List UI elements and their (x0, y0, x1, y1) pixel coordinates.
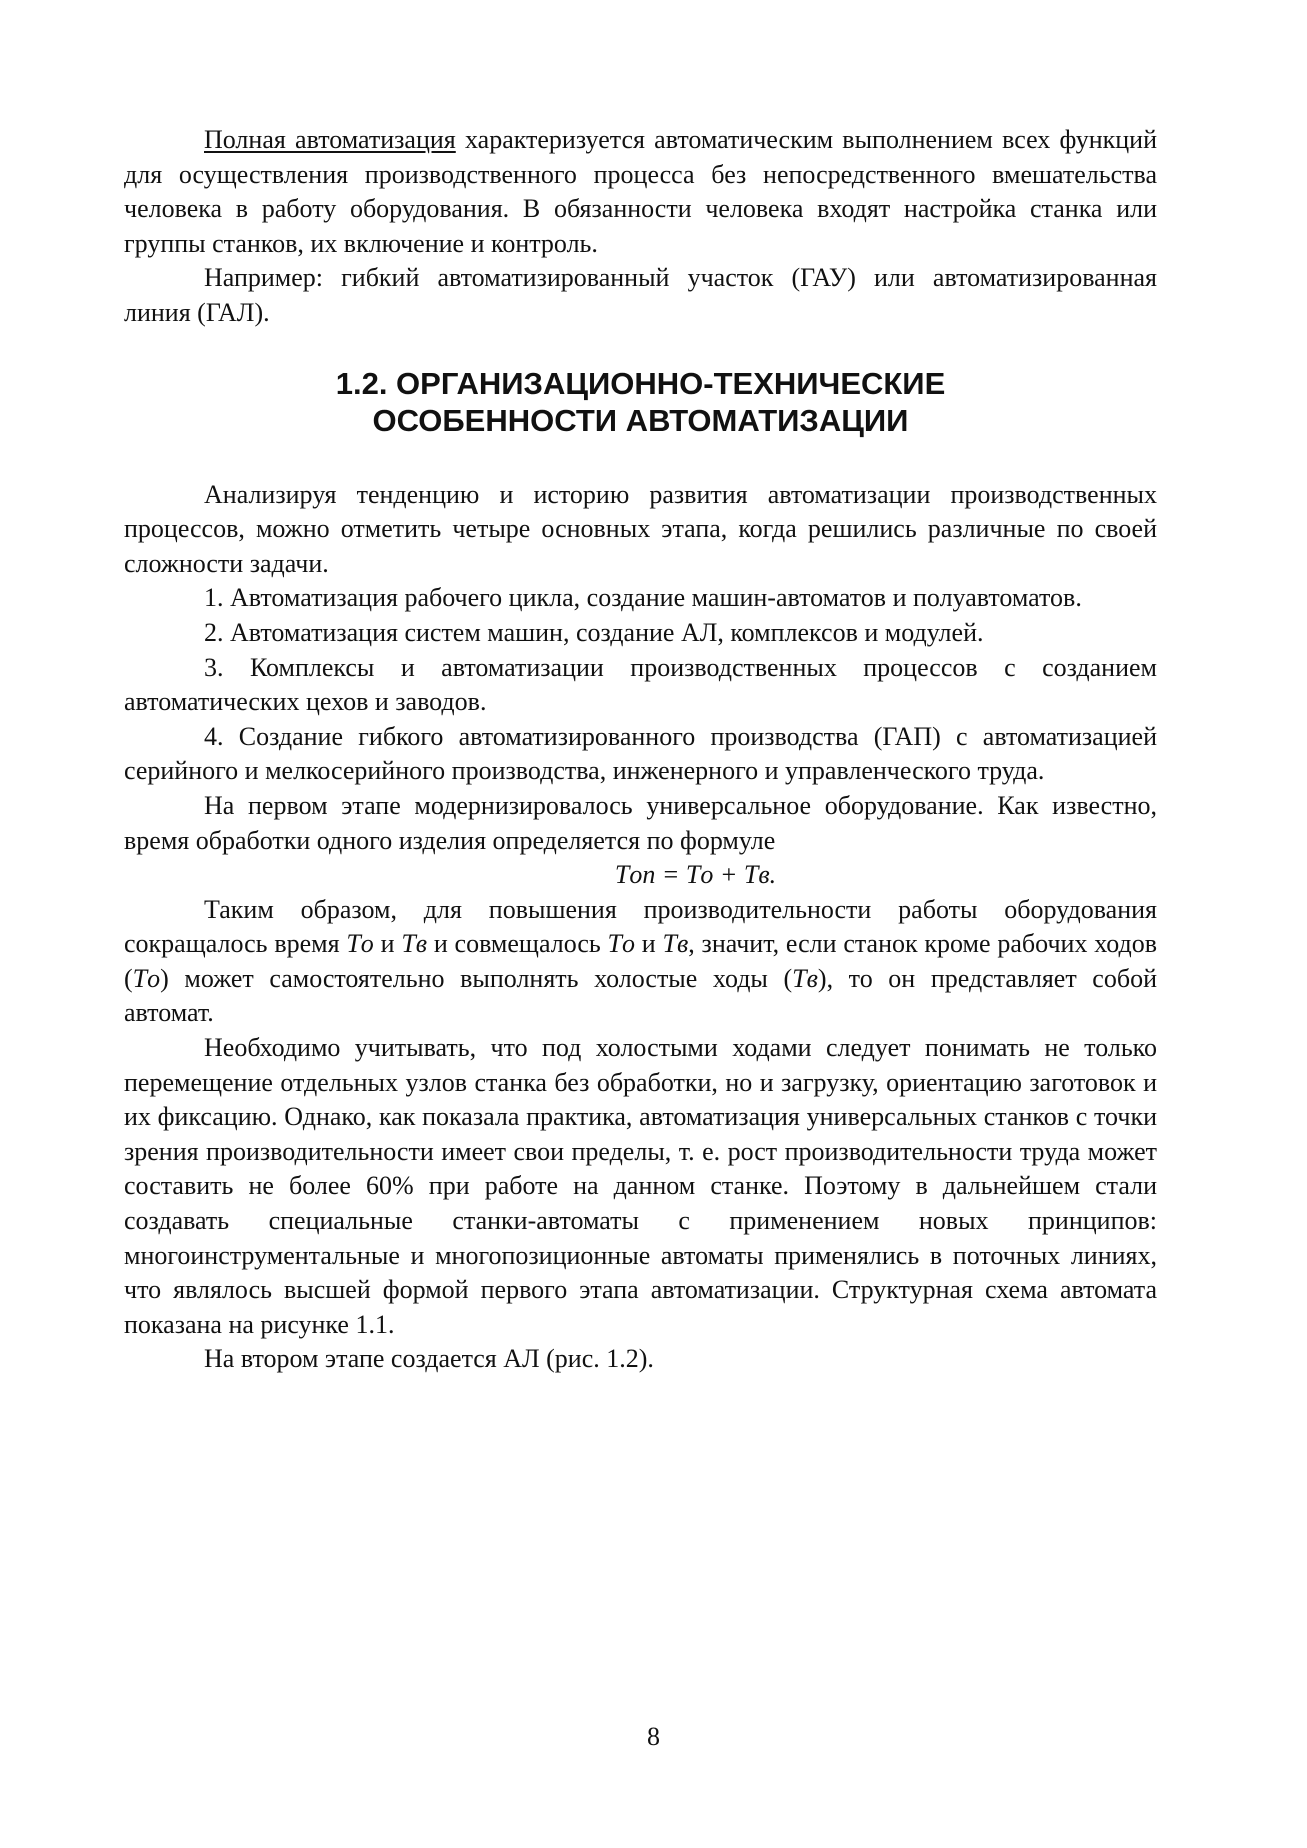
symbol-tv: Tв (792, 963, 818, 993)
text-segment: ), то он представляет собой автомат. (124, 963, 1157, 1028)
paragraph-idle-strokes: Необходимо учитывать, что под холостыми ходами следует понимать не только перемещение отдельных узлов станка без обработки, но и загрузку, ориентацию заготовок и их фиксацию. Однако, как показала практика, автоматизация универсальных станков с точки зрения производительности имеет свои пределы, т. е. рост производительности труда может составить не более 60% при работе на данном станке. Поэтому в дальнейшем стали создавать специальные станки-автоматы с применением новых принципов: многоинструментальные и многопозиционные автоматы применялись в поточных линиях, что являлось высшей формой первого этапа автоматизации. Структурная схема автомата показана на рисунке 1.1. (124, 1033, 1157, 1339)
list-item-stage-1: 1. Автоматизация рабочего цикла, создание машин-автоматов и полуавтоматов. (204, 583, 1082, 613)
section-heading-line-2: ОСОБЕННОСТИ АВТОМАТИЗАЦИИ (372, 402, 909, 438)
symbol-to: Tо (607, 929, 635, 959)
intro-text: характеризуется автоматическим выполнением всех функций для осуществления производственного процесса без непосредственного вмешательства человека в работу оборудования. В обязанности человека входят настройка станка или группы станков, их включение и контроль. (124, 125, 1158, 258)
text-segment: ) может самостоятельно выполнять холостые ходы ( (160, 963, 793, 993)
intro-paragraph (124, 123, 1157, 261)
symbol-to: Tо (132, 963, 161, 993)
paragraph-second-stage: На втором этапе создается АЛ (рис. 1.2). (204, 1344, 654, 1374)
example-paragraph: Например: гибкий автоматизированный участок (ГАУ) или автоматизированная линия (ГАЛ). (124, 263, 1157, 327)
formula: Tоп = Tо + Tв. (614, 860, 777, 890)
text-segment: и совмещалось (427, 929, 608, 959)
list-item-stage-3: 3. Комплексы и автоматизации производственных процессов с созданием автоматических цехов и заводов. (124, 652, 1157, 717)
text-segment: , значит, если станок кроме рабочих ходов ( (124, 929, 1157, 993)
section-heading (124, 365, 1157, 439)
paragraph-first-stage: На первом этапе модернизировалось универсальное оборудование. Как известно, время обработки одного изделия определяется по формуле (124, 790, 1157, 855)
list-item-stage-2: 2. Автоматизация систем машин, создание АЛ, комплексов и модулей. (204, 617, 984, 647)
text-segment: и (373, 929, 402, 959)
text-segment: Таким образом, для повышения производительности работы оборудования сокращалось время (124, 894, 1157, 959)
page-number: 8 (647, 1722, 660, 1751)
page-content (124, 123, 1157, 1377)
symbol-tv: Tв (401, 929, 428, 959)
symbol-to: Tо (346, 929, 374, 959)
section-heading-line-1: 1.2. ОРГАНИЗАЦИОННО-ТЕХНИЧЕСКИЕ (335, 365, 946, 401)
list-item-stage-4: 4. Создание гибкого автоматизированного производства (ГАП) с автоматизацией серийного и мелкосерийного производства, инженерного и управленческого труда. (124, 721, 1157, 786)
term-full-automation: Полная автоматизация (204, 125, 456, 154)
paragraph-productivity (124, 893, 1157, 1031)
text-segment: и (635, 929, 663, 959)
symbol-tv: Tв (662, 929, 689, 959)
paragraph-stages-intro: Анализируя тенденцию и историю развития автоматизации производственных процессов, можно отметить четыре основных этапа, когда решились различные по своей сложности задачи. (124, 479, 1157, 578)
